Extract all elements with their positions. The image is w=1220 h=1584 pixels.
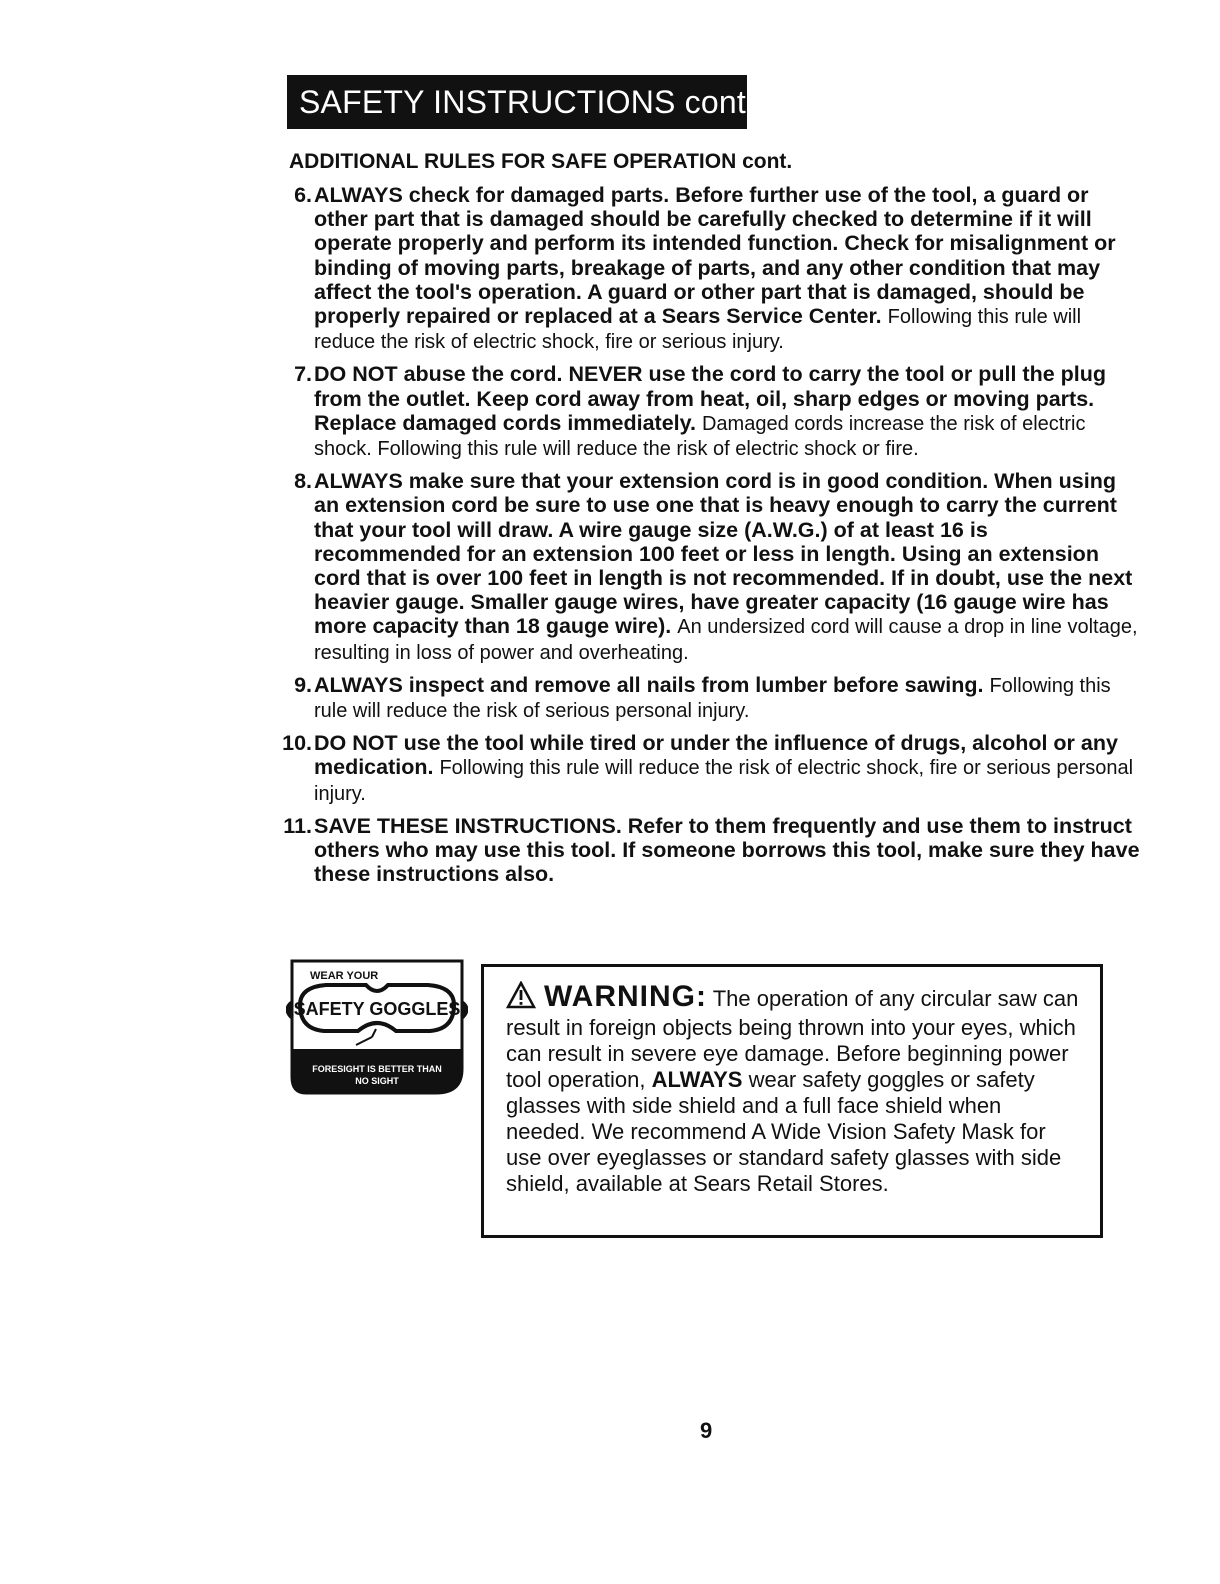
- safety-goggles-badge: [286, 957, 468, 1095]
- warning-body: [506, 981, 1086, 1197]
- warning-box: [481, 964, 1103, 1238]
- badge-motto-line2: NO SIGHT: [355, 1076, 399, 1086]
- rule-bold-text: ALWAYS make sure that your extension cord is in good condition. When using an extension cord be sure to use one that is heavy enough to carry the current that your tool will draw. A wire gauge size (A.W.G.) of at least 16 is recommended for an extension 100 feet or less in length. Using an extension cord that is over 100 feet in length is not recommended. If in doubt, use the next heavier gauge. Smaller gauge wires, have greater capacity (16 gauge wire has more capacity than 18 gauge wire).: [314, 469, 1133, 639]
- badge-motto-line1: FORESIGHT IS BETTER THAN: [312, 1064, 442, 1074]
- rule-item: [270, 362, 1140, 461]
- badge-top-text: WEAR YOUR: [310, 970, 379, 982]
- section-header: SAFETY INSTRUCTIONS cont.: [287, 75, 747, 129]
- rule-number: 11.: [283, 813, 312, 838]
- warning-text-1: The operation of any circular saw can result in foreign objects being thrown into your eyes, which can result in severe eye damage. Before beginning power tool operation,: [506, 986, 1079, 1092]
- rule-number: 7.: [294, 362, 312, 387]
- rule-number: 8.: [294, 469, 312, 494]
- rule-normal-text: Following this rule will reduce the risk of electric shock, fire or serious injury.: [314, 306, 1082, 354]
- rule-number: 9.: [294, 672, 312, 697]
- rule-bold-text: DO NOT abuse the cord. NEVER use the cord to carry the tool or pull the plug from the outlet. Keep cord away from heat, oil, sharp edges or moving parts. Replace damaged cords immediately.: [314, 362, 1107, 435]
- rule-bold-text: ALWAYS inspect and remove all nails from lumber before sawing.: [314, 672, 984, 697]
- rule-normal-text: Following this rule will reduce the risk of electric shock, fire or serious personal injury.: [314, 757, 1134, 805]
- rule-item: [270, 183, 1140, 354]
- page-number: 9: [700, 1418, 713, 1443]
- rule-number: 6.: [294, 183, 312, 207]
- badge-logo-text: SAFETY GOGGLES: [293, 999, 461, 1019]
- rule-item: [270, 731, 1140, 806]
- rule-bold-text: DO NOT use the tool while tired or under the influence of drugs, alcohol or any medication.: [314, 731, 1118, 780]
- rule-item: [270, 814, 1140, 888]
- rule-normal-text: Damaged cords increase the risk of electric shock. Following this rule will reduce the risk of electric shock or fire.: [314, 412, 1086, 461]
- section-subtitle: ADDITIONAL RULES FOR SAFE OPERATION cont.: [289, 150, 793, 173]
- rule-number: 10.: [282, 731, 312, 756]
- warning-text-2: wear safety goggles or safety glasses with side shield and a full face shield when needed. We recommend A Wide Vision Safety Mask for use over eyeglasses or standard safety glasses with side shield, available at Sears Retail Stores.: [506, 1067, 1062, 1196]
- rule-item: [270, 673, 1140, 723]
- warning-emphasis: ALWAYS: [651, 1067, 743, 1092]
- rule-bold-text: SAVE THESE INSTRUCTIONS. Refer to them frequently and use them to instruct others who may use this tool. If someone borrows this tool, make sure they have these instructions also.: [314, 813, 1140, 887]
- rules-list: [270, 183, 1140, 895]
- rule-item: [270, 469, 1140, 665]
- goggles-icon: [286, 957, 468, 1095]
- warning-triangle-icon: [506, 981, 536, 1015]
- rule-normal-text: An undersized cord will cause a drop in line voltage, resulting in loss of power and overheating.: [314, 616, 1138, 664]
- rule-bold-text: ALWAYS check for damaged parts. Before further use of the tool, a guard or other part that is damaged should be carefully checked to determine if it will operate properly and perform its intended function. Check for misalignment or binding of moving parts, breakage of parts, and any other condition that may affect the tool's operation. A guard or other part that is damaged, should be properly repaired or replaced at a Sears Service Center.: [314, 183, 1116, 329]
- warning-title: WARNING:: [544, 980, 707, 1013]
- rule-normal-text: Following this rule will reduce the risk of serious personal injury.: [314, 674, 1111, 723]
